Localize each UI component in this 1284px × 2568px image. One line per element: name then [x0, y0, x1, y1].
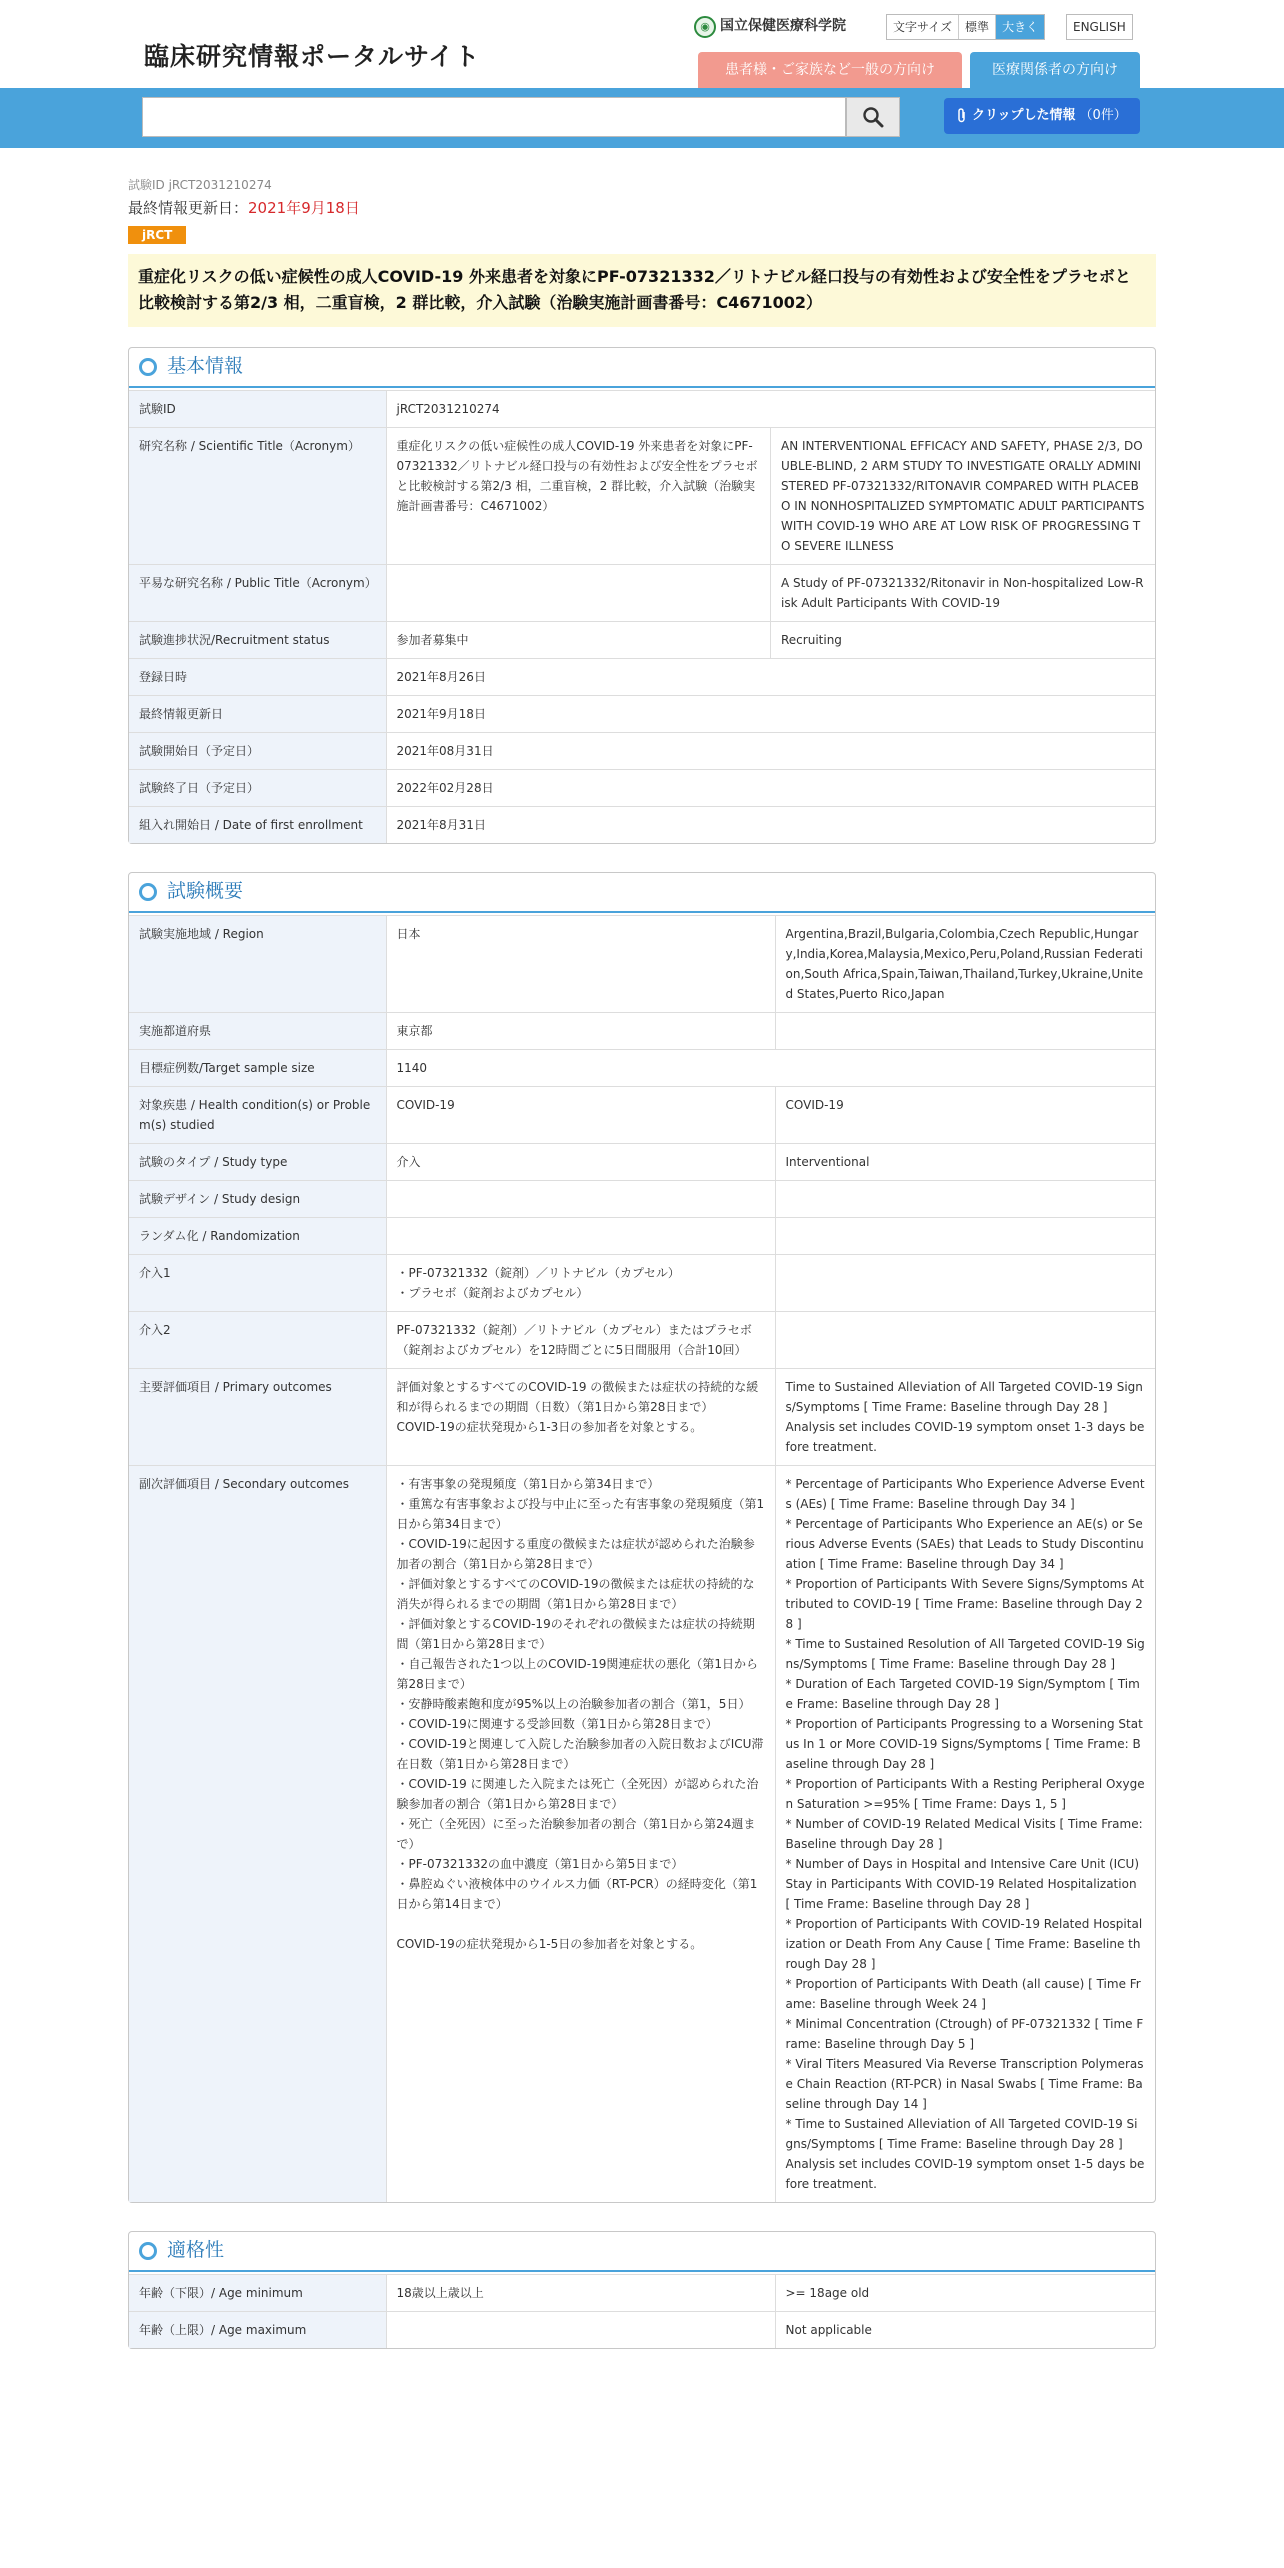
circle-bullet-icon [139, 883, 157, 901]
site-header [0, 0, 1284, 88]
font-size-large-button[interactable]: 大きく [995, 15, 1044, 39]
section-title: 試験概要 [167, 880, 244, 903]
table-row [129, 391, 1155, 428]
registry-badge: jRCT [128, 226, 186, 244]
row-value-ja [386, 1180, 775, 1217]
row-value-ja: 重症化リスクの低い症候性の成人COVID-19 外来患者を対象にPF-07321332／リトナビル経口投与の有効性および安全性をプラセボと比較検討する第2/3 相，二重盲検，2 群比較，介入試験（治験実施計画書番号：C4671002） [386, 427, 771, 564]
row-label: 対象疾患 / Health condition(s) or Problem(s) studied [129, 1086, 386, 1143]
row-value-ja: 18歳以上歳以上 [386, 2275, 775, 2312]
row-value-ja [386, 1217, 775, 1254]
tab-general-public[interactable]: 患者様・ご家族など一般の方向け [698, 52, 962, 88]
clipped-info-count: （0件） [1079, 107, 1127, 123]
row-label: 研究名称 / Scientific Title（Acronym） [129, 427, 386, 564]
row-label: 最終情報更新日 [129, 695, 386, 732]
table-row [129, 769, 1155, 806]
table-row [129, 1049, 1155, 1086]
row-label: 介入1 [129, 1254, 386, 1311]
row-value-ja: 介入 [386, 1143, 775, 1180]
row-value-ja: ・有害事象の発現頻度（第1日から第34日まで） ・重篤な有害事象および投与中止に至った有害事象の発現頻度（第1日から第34日まで） ・COVID-19に起因する重度の徴候または症状が認められた治験参加者の割合（第1日から第28日まで） ・評価対象とするすべてのCOVID-19の徴候または症状の持続的な消失が得られるまでの期間（第1日から第28日まで） ・評価対象とするCOVID-19のそれぞれの徴候または症状の持続期間（第1日から第28日まで） ・自己報告された1つ以上のCOVID-19関連症状の悪化（第1日から第28日まで） ・安静時酸素飽和度が95%以上の治験参加者の割合（第1，5日） ・COVID-19に関連する受診回数（第1日から第28日まで） ・COVID-19と関連して入院した治験参加者の入院日数およびICU滞在日数（第1日から第28日まで） ・COVID-19 に関連した入院または死亡（全死因）が認められた治験参加者の割合（第1日から第28日まで） ・死亡（全死因）に至った治験参加者の割合（第1日から第24週まで） ・PF-07321332の血中濃度（第1日から第5日まで） ・鼻腔ぬぐい液検体中のウイルス力価（RT-PCR）の経時変化（第1日から第14日まで） COVID-19の症状発現から1-5日の参加者を対象とする。 [386, 1465, 775, 2202]
row-value-en: Not applicable [785, 2322, 872, 2337]
site-title[interactable]: 臨床研究情報ポータルサイト [144, 42, 481, 71]
row-value-en [775, 1180, 1155, 1217]
row-value-en [775, 1254, 1155, 1311]
sections-container [128, 347, 1156, 2349]
row-label: 目標症例数/Target sample size [129, 1049, 386, 1086]
table-row [129, 1217, 1155, 1254]
section-title: 基本情報 [167, 355, 244, 378]
paperclip-icon [956, 108, 968, 124]
table-row [129, 1254, 1155, 1311]
row-label: 試験実施地域 / Region [129, 916, 386, 1013]
last-updated-label: 最終情報更新日： [128, 198, 249, 217]
row-label: 組入れ開始日 / Date of first enrollment [129, 806, 386, 843]
row-value-ja: 2021年9月18日 [386, 695, 1155, 732]
row-value-ja: jRCT2031210274 [386, 391, 1155, 428]
search-input[interactable] [142, 97, 846, 137]
row-value-en: Recruiting [771, 621, 1156, 658]
section-eligibility [128, 2231, 1156, 2349]
clipped-info-label: クリップした情報 [972, 107, 1076, 123]
row-value-ja [386, 564, 771, 621]
row-value-en: >= 18age old [775, 2275, 1155, 2312]
row-value-en: Time to Sustained Alleviation of All Targeted COVID-19 Signs/Symptoms [ Time Frame: Baseline through Day 28 ] Analysis set includes COVID-19 symptom onset 1-3 days before treatment. [775, 1368, 1155, 1465]
table-row [129, 695, 1155, 732]
table-row [129, 1086, 1155, 1143]
table-row [129, 806, 1155, 843]
row-value-en: A Study of PF-07321332/Ritonavir in Non-hospitalized Low-Risk Adult Participants With COVID-19 [771, 564, 1156, 621]
section-header[interactable] [129, 348, 1155, 388]
section-trial-overview [128, 872, 1156, 2203]
table-row [129, 916, 1155, 1013]
row-label: 年齢（下限）/ Age minimum [129, 2275, 386, 2312]
row-label: 主要評価項目 / Primary outcomes [129, 1368, 386, 1465]
clipped-info-button[interactable] [944, 98, 1140, 134]
row-value-ja [386, 2311, 775, 2348]
institute-emblem-icon: ◉ [694, 16, 716, 38]
row-label: 試験ID [129, 391, 386, 428]
trial-id: 試験ID jRCT2031210274 [128, 178, 272, 192]
section-header[interactable] [129, 2232, 1155, 2272]
row-label: 平易な研究名称 / Public Title（Acronym） [129, 564, 386, 621]
table-row [129, 732, 1155, 769]
row-value-en: Interventional [775, 1143, 1155, 1180]
row-value-ja: 2021年08月31日 [386, 732, 1155, 769]
row-label: ランダム化 / Randomization [129, 1217, 386, 1254]
circle-bullet-icon [139, 358, 157, 376]
table-row [129, 1368, 1155, 1465]
row-value-en: * Percentage of Participants Who Experience Adverse Events (AEs) [ Time Frame: Baseline through Day 34 ] * Percentage of Participants Who Experience an AE(s) or Serious Adverse Events (SAEs) that Leads to Study Discontinuation [ Time Frame: Baseline through Day 34 ] * Proportion of Participants With Severe Signs/Symptoms Attributed to COVID-19 [ Time Frame: Baseline through Day 28 ] * Time to Sustained Resolution of All Targeted COVID-19 Signs/Symptoms [ Time Frame: Baseline through Day 28 ] * Duration of Each Targeted COVID-19 Sign/Symptom [ Time Frame: Baseline through Day 28 ] * Proportion of Participants Progressing to a Worsening Status In 1 or More COVID-19 Signs/Symptoms [ Time Frame: Baseline through Day 28 ] * Proportion of Participants With a Resting Peripheral Oxygen Saturation >=95% [ Time Frame: Days 1, 5 ] * Number of COVID-19 Related Medical Visits [ Time Frame: Baseline through Day 28 ] * Number of Days in Hospital and Intensive Care Unit (ICU) Stay in Participants With COVID-19 Related Hospitalization [ Time Frame: Baseline through Day 28 ] * Proportion of Participants With COVID-19 Related Hospitalization or Death From Any Cause [ Time Frame: Baseline through Day 28 ] * Proportion of Participants With Death (all cause) [ Time Frame: Baseline through Week 24 ] * Minimal Concentration (Ctrough) of PF-07321332 [ Time Frame: Baseline through Day 5 ] * Viral Titers Measured Via Reverse Transcription Polymerase Chain Reaction (RT-PCR) in Nasal Swabs [ Time Frame: Baseline through Day 14 ] * Time to Sustained Alleviation of All Targeted COVID-19 Signs/Symptoms [ Time Frame: Baseline through Day 28 ] Analysis set includes COVID-19 symptom onset 1-5 days before treatment. [785, 1476, 1145, 2191]
info-table [129, 916, 1155, 2202]
search-button[interactable] [846, 97, 900, 137]
table-row [129, 1311, 1155, 1368]
info-table [129, 2275, 1155, 2348]
trial-title: 重症化リスクの低い症候性の成人COVID-19 外来患者を対象にPF-07321332／リトナビル経口投与の有効性および安全性をプラセボと比較検討する第2/3 相，二重盲検，2 群比較，介入試験（治験実施計画書番号：C4671002） [128, 254, 1156, 327]
table-row [129, 2311, 1155, 2348]
row-value-en [775, 1012, 1155, 1049]
tab-medical-professionals[interactable]: 医療関係者の方向け [970, 52, 1140, 88]
row-value-en [775, 1311, 1155, 1368]
trial-content [128, 176, 1156, 2349]
font-size-standard-button[interactable]: 標準 [958, 15, 995, 39]
table-row [129, 1180, 1155, 1217]
row-value-en: Argentina,Brazil,Bulgaria,Colombia,Czech Republic,Hungary,India,Korea,Malaysia,Mexico,Peru,Poland,Russian Federation,South Africa,Spain,Taiwan,Thailand,Turkey,Ukraine,United States,Puerto Rico,Japan [775, 916, 1155, 1013]
row-label: 試験開始日（予定日） [129, 732, 386, 769]
row-value-en: COVID-19 [775, 1086, 1155, 1143]
circle-bullet-icon [139, 2242, 157, 2260]
section-header[interactable] [129, 873, 1155, 913]
search-icon [862, 106, 884, 128]
row-value-ja: 2022年02月28日 [386, 769, 1155, 806]
row-value-en: AN INTERVENTIONAL EFFICACY AND SAFETY, PHASE 2/3, DOUBLE-BLIND, 2 ARM STUDY TO INVESTIGATE ORALLY ADMINISTERED PF-07321332/RITONAVIR COMPARED WITH PLACEBO IN NONHOSPITALIZED SYMPTOMATIC ADULT PARTICIPANTS WITH COVID-19 WHO ARE AT LOW RISK OF PROGRESSING TO SEVERE ILLNESS [771, 427, 1156, 564]
row-label: 介入2 [129, 1311, 386, 1368]
table-row [129, 2275, 1155, 2312]
table-row [129, 1143, 1155, 1180]
row-value-ja: ・PF-07321332（錠剤）／リトナビル（カプセル） ・プラセボ（錠剤およびカプセル） [386, 1254, 775, 1311]
table-row [129, 564, 1155, 621]
row-value-ja: PF-07321332（錠剤）／リトナビル（カプセル）またはプラセボ（錠剤およびカプセル）を12時間ごとに5日間服用（合計10回） [386, 1311, 775, 1368]
table-row [129, 621, 1155, 658]
row-value-ja: 参加者募集中 [386, 621, 771, 658]
info-table [129, 391, 1155, 843]
last-updated-date: 2021年9月18日 [248, 198, 360, 217]
institute-logo[interactable] [694, 16, 846, 38]
row-label: 試験終了日（予定日） [129, 769, 386, 806]
row-value-ja: 日本 [386, 916, 775, 1013]
last-updated [128, 197, 1156, 220]
row-label: 試験のタイプ / Study type [129, 1143, 386, 1180]
table-row [129, 1012, 1155, 1049]
font-size-label: 文字サイズ [893, 20, 953, 34]
row-label: 登録日時 [129, 658, 386, 695]
row-value-ja: COVID-19 [386, 1086, 775, 1143]
row-value-ja: 2021年8月31日 [396, 817, 486, 832]
row-value-en [775, 1217, 1155, 1254]
row-value-ja: 2021年8月26日 [386, 658, 1155, 695]
font-size-switcher [886, 14, 1045, 40]
row-value-ja: 東京都 [386, 1012, 775, 1049]
row-label: 実施都道府県 [129, 1012, 386, 1049]
english-button[interactable]: ENGLISH [1066, 14, 1133, 40]
row-value-ja: 評価対象とするすべてのCOVID-19 の徴候または症状の持続的な緩和が得られるまでの期間（日数）（第1日から第28日まで） COVID-19の症状発現から1-3日の参加者を対象とする。 [386, 1368, 775, 1465]
search-bar [0, 88, 1284, 148]
row-label: 年齢（上限）/ Age maximum [129, 2311, 386, 2348]
table-row [129, 427, 1155, 564]
row-label: 副次評価項目 / Secondary outcomes [129, 1465, 386, 2202]
row-label: 試験デザイン / Study design [129, 1180, 386, 1217]
row-label: 試験進捗状況/Recruitment status [129, 621, 386, 658]
section-basic-info [128, 347, 1156, 844]
section-title: 適格性 [167, 2239, 225, 2262]
table-row [129, 658, 1155, 695]
table-row [129, 1465, 1155, 2202]
row-value-ja: 1140 [386, 1049, 1155, 1086]
institute-name: 国立保健医療科学院 [720, 18, 846, 35]
